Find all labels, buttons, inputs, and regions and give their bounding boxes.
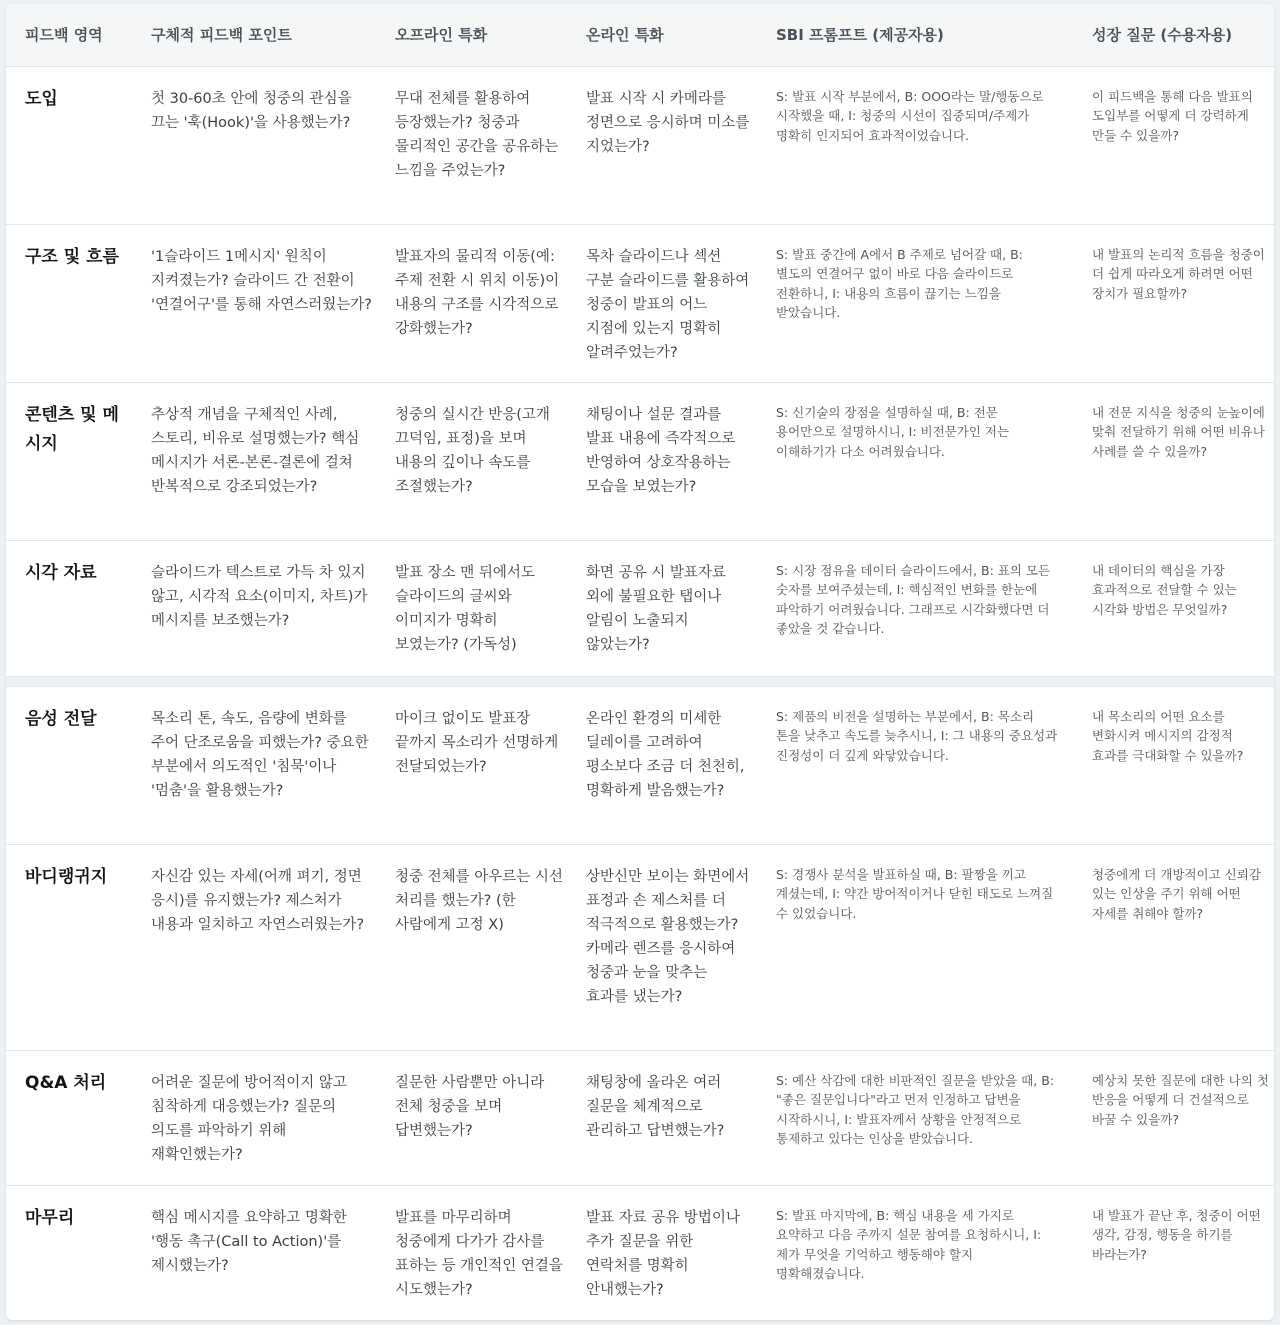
row-point: 목소리 톤, 속도, 음량에 변화를 주어 단조로움을 피했는가? 중요한 부분에서 의도적인 '침묵'이나 '멈춤'을 활용했는가? <box>151 710 369 799</box>
table-row <box>6 844 1274 1050</box>
row-offline: 발표자의 물리적 이동(예: 주제 전환 시 위치 이동)이 내용의 구조를 시각적으로 강화했는가? <box>395 248 560 337</box>
row-sbi: S: 신기술의 장점을 설명하실 때, B: 전문 용어만으로 설명하시니, I: 비전문가인 저는 이해하기가 다소 어려웠습니다. <box>776 404 1010 459</box>
row-sbi: S: 예산 삭감에 대한 비판적인 질문을 받았을 때, B: "좋은 질문입니다"라고 먼저 인정하고 답변을 시작하시니, I: 발표자께서 상황을 안정적으로 통제하고 있다는 인상을 받았습니다. <box>776 1072 1055 1146</box>
row-question: 이 피드백을 통해 다음 발표의 도입부를 어떻게 더 강력하게 만들 수 있을까? <box>1092 88 1253 143</box>
row-area: 콘텐츠 및 메시지 <box>25 404 119 454</box>
row-online: 채팅창에 올라온 여러 질문을 체계적으로 관리하고 답변했는가? <box>586 1074 725 1139</box>
row-question: 내 전문 지식을 청중의 눈높이에 맞춰 전달하기 위해 어떤 비유나 사례를 쓸 수 있을까? <box>1092 404 1265 459</box>
feedback-table-card <box>6 4 1274 1320</box>
table-row <box>6 224 1274 382</box>
row-point: 슬라이드가 텍스트로 가득 차 있지 않고, 시각적 요소(이미지, 차트)가 메시지를 보조했는가? <box>151 564 368 629</box>
row-offline: 발표 장소 맨 뒤에서도 슬라이드의 글씨와 이미지가 명확히 보였는가? (가독성) <box>395 564 535 653</box>
row-offline: 무대 전체를 활용하여 등장했는가? 청중과 물리적인 공간을 공유하는 느낌을 주었는가? <box>395 90 559 179</box>
table-row <box>6 540 1274 676</box>
header-point: 구체적 피드백 포인트 <box>132 4 386 66</box>
row-sbi: S: 시장 점유율 데이터 슬라이드에서, B: 표의 모든 숫자를 보여주셨는데, I: 핵심적인 변화를 한눈에 파악하기 어려웠습니다. 그래프로 시각화했다면 더 좋았을 것 같습니다. <box>776 562 1051 636</box>
row-sbi: S: 발표 시작 부분에서, B: OOO라는 말/행동으로 시작했을 때, I: 청중의 시선이 집중되며/주제가 명확히 인지되어 효과적이었습니다. <box>776 88 1044 143</box>
table-row <box>6 1185 1274 1318</box>
row-area: 시각 자료 <box>25 562 97 583</box>
row-point: 핵심 메시지를 요약하고 명확한 '행동 촉구(Call to Action)'를 제시했는가? <box>151 1209 347 1274</box>
row-question: 내 발표가 끝난 후, 청중이 어떤 생각, 감정, 행동을 하기를 바라는가? <box>1092 1207 1261 1262</box>
row-online: 화면 공유 시 발표자료 외에 불필요한 탭이나 알림이 노출되지 않았는가? <box>586 564 726 653</box>
row-area: 도입 <box>25 88 58 109</box>
header-online: 온라인 특화 <box>577 4 767 66</box>
table-header-row <box>6 4 1274 66</box>
row-offline: 질문한 사람뿐만 아니라 전체 청중을 보며 답변했는가? <box>395 1074 545 1139</box>
feedback-table <box>6 4 1274 1318</box>
row-question: 내 발표의 논리적 흐름을 청중이 더 쉽게 따라오게 하려면 어떤 장치가 필요할까? <box>1092 246 1265 301</box>
row-area: 마무리 <box>25 1207 75 1228</box>
row-point: 어려운 질문에 방어적이지 않고 침착하게 대응했는가? 질문의 의도를 파악하기 위해 재확인했는가? <box>151 1074 347 1163</box>
header-offline: 오프라인 특화 <box>386 4 577 66</box>
row-area: Q&A 처리 <box>25 1072 107 1093</box>
row-point: 자신감 있는 자세(어깨 펴기, 정면 응시)를 유지했는가? 제스처가 내용과 일치하고 자연스러웠는가? <box>151 868 365 933</box>
row-offline: 발표를 마무리하며 청중에게 다가가 감사를 표하는 등 개인적인 연결을 시도했는가? <box>395 1209 563 1298</box>
row-question: 예상치 못한 질문에 대한 나의 첫 반응을 어떻게 더 건설적으로 바꿀 수 있을까? <box>1092 1072 1269 1127</box>
row-online: 채팅이나 설문 결과를 발표 내용에 즉각적으로 반영하여 상호작용하는 모습을 보였는가? <box>586 406 736 495</box>
row-question: 내 데이터의 핵심을 가장 효과적으로 전달할 수 있는 시각화 방법은 무엇일까? <box>1092 562 1237 617</box>
row-area: 바디랭귀지 <box>25 866 108 887</box>
header-question: 성장 질문 (수용자용) <box>1083 4 1274 66</box>
row-sbi: S: 경쟁사 분석을 발표하실 때, B: 팔짱을 끼고 계셨는데, I: 약간 방어적이거나 닫힌 태도로 느껴질 수 있었습니다. <box>776 866 1054 921</box>
row-point: 추상적 개념을 구체적인 사례, 스토리, 비유로 설명했는가? 핵심 메시지가 서론-본론-결론에 걸쳐 반복적으로 강조되었는가? <box>151 406 360 495</box>
row-question: 내 목소리의 어떤 요소를 변화시켜 메시지의 감정적 효과를 극대화할 수 있을까? <box>1092 708 1244 763</box>
row-offline: 청중 전체를 아우르는 시선 처리를 했는가? (한 사람에게 고정 X) <box>395 868 563 933</box>
table-row <box>6 66 1274 224</box>
table-row <box>6 686 1274 844</box>
row-online: 발표 시작 시 카메라를 정면으로 응시하며 미소를 지었는가? <box>586 90 750 155</box>
row-separator <box>6 676 1274 686</box>
row-question: 청중에게 더 개방적이고 신뢰감 있는 인상을 주기 위해 어떤 자세를 취해야 할까? <box>1092 866 1261 921</box>
row-offline: 청중의 실시간 반응(고개 끄덕임, 표정)을 보며 내용의 깊이나 속도를 조절했는가? <box>395 406 550 495</box>
row-point: '1슬라이드 1메시지' 원칙이 지켜졌는가? 슬라이드 간 전환이 '연결어구'를 통해 자연스러웠는가? <box>151 248 372 313</box>
row-online: 상반신만 보이는 화면에서 표정과 손 제스처를 더 적극적으로 활용했는가? 카메라 렌즈를 응시하여 청중과 눈을 맞추는 효과를 냈는가? <box>586 868 750 1005</box>
table-row <box>6 382 1274 540</box>
row-offline: 마이크 없이도 발표장 끝까지 목소리가 선명하게 전달되었는가? <box>395 710 559 775</box>
header-area: 피드백 영역 <box>6 4 132 66</box>
row-sbi: S: 제품의 비전을 설명하는 부분에서, B: 목소리 톤을 낮추고 속도를 늦추시니, I: 그 내용의 중요성과 진정성이 더 깊게 와닿았습니다. <box>776 708 1058 763</box>
row-sbi: S: 발표 마지막에, B: 핵심 내용을 세 가지로 요약하고 다음 주까지 설문 참여를 요청하시니, I: 제가 무엇을 기억하고 행동해야 할지 명확해졌습니다. <box>776 1207 1042 1281</box>
row-area: 음성 전달 <box>25 708 97 729</box>
table-row <box>6 1050 1274 1185</box>
row-point: 첫 30-60초 안에 청중의 관심을 끄는 '훅(Hook)'을 사용했는가? <box>151 90 352 131</box>
row-online: 목차 슬라이드나 섹션 구분 슬라이드를 활용하여 청중이 발표의 어느 지점에 있는지 명확히 알려주었는가? <box>586 248 750 361</box>
row-online: 온라인 환경의 미세한 딜레이를 고려하여 평소보다 조금 더 천천히, 명확하게 발음했는가? <box>586 710 745 799</box>
row-area: 구조 및 흐름 <box>25 246 119 267</box>
header-sbi: SBI 프롬프트 (제공자용) <box>767 4 1083 66</box>
row-sbi: S: 발표 중간에 A에서 B 주제로 넘어갈 때, B: 별도의 연결어구 없이 바로 다음 슬라이드로 전환하니, I: 내용의 흐름이 끊기는 느낌을 받았습니다. <box>776 246 1023 320</box>
row-online: 발표 자료 공유 방법이나 추가 질문을 위한 연락처를 명확히 안내했는가? <box>586 1209 740 1298</box>
